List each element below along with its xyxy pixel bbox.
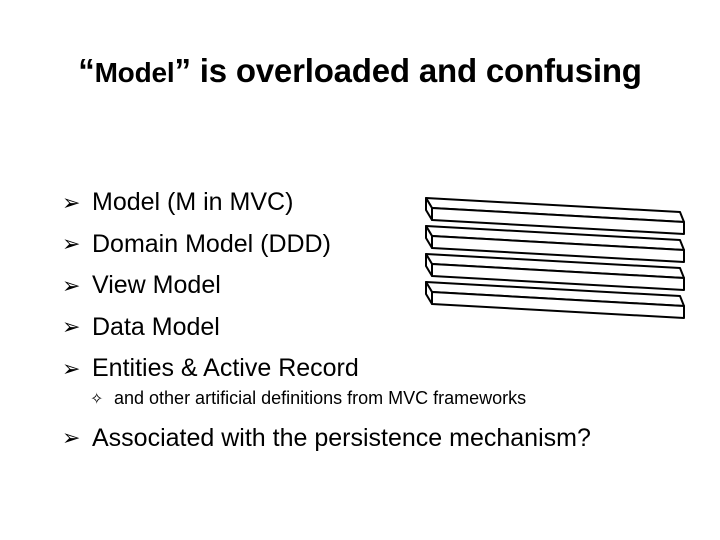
bullet-text: Data Model (92, 312, 220, 341)
bullet-text: Domain Model (DDD) (92, 229, 331, 258)
arrow-bullet-icon: ➢ (62, 189, 81, 215)
bullet-text: Entities & Active Record (92, 354, 359, 383)
arrow-bullet-icon: ➢ (62, 272, 81, 298)
bullet-text: View Model (92, 271, 221, 300)
title-close-quote: ” (174, 52, 191, 89)
arrow-bullet-icon: ➢ (62, 231, 81, 257)
bullet-text: Model (M in MVC) (92, 188, 294, 217)
sub-bullet-item (62, 384, 591, 414)
star-bullet-icon: ✧ (90, 390, 104, 408)
bullet-text: Associated with the persistence mechanism? (92, 423, 591, 452)
title-model-word: Model (94, 57, 175, 88)
arrow-bullet-icon: ➢ (62, 425, 81, 451)
title-open-quote: “ (78, 52, 95, 89)
bullet-item (62, 418, 591, 460)
sub-bullet-text: and other artificial definitions from MVC frameworks (114, 388, 527, 408)
title-rest: is overloaded and confusing (190, 52, 642, 89)
arrow-bullet-icon: ➢ (62, 355, 81, 381)
stacked-planks-icon (420, 170, 695, 370)
slide-title (0, 52, 720, 90)
arrow-bullet-icon: ➢ (62, 314, 81, 340)
